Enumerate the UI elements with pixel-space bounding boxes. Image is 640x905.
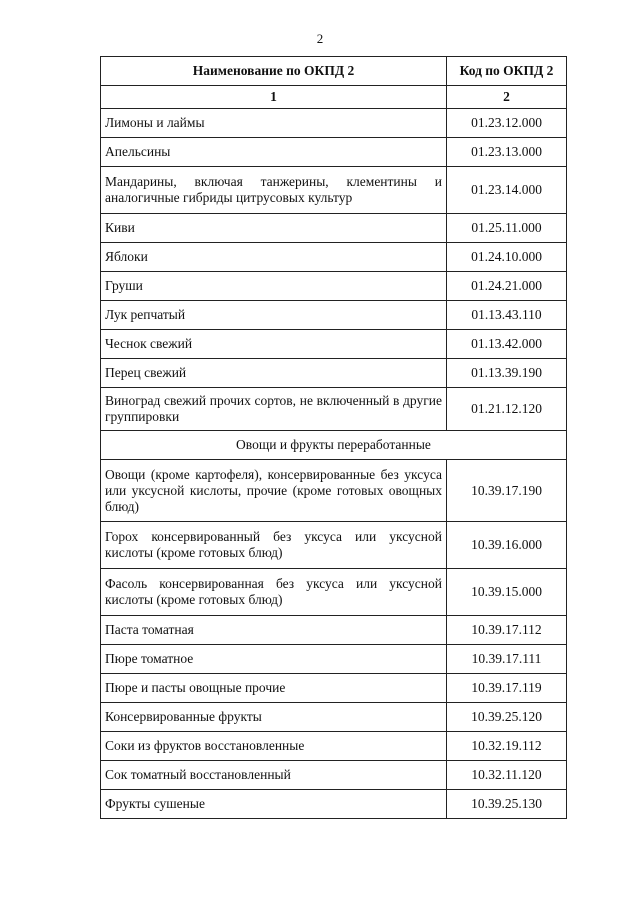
table-row bbox=[101, 359, 567, 388]
product-code: 01.23.14.000 bbox=[447, 167, 567, 214]
page-number: 2 bbox=[316, 31, 324, 46]
product-code: 01.23.13.000 bbox=[447, 138, 567, 167]
product-name: Виноград свежий прочих сортов, не включенный в другие группировки bbox=[101, 388, 447, 431]
column-number: 1 bbox=[101, 86, 447, 109]
table-row bbox=[101, 388, 567, 431]
product-name: Фасоль консервированная без уксуса или уксусной кислоты (кроме готовых блюд) bbox=[101, 569, 447, 616]
product-name: Апельсины bbox=[101, 138, 447, 167]
table-row bbox=[101, 330, 567, 359]
product-name: Чеснок свежий bbox=[101, 330, 447, 359]
product-name: Киви bbox=[101, 214, 447, 243]
table-row bbox=[101, 167, 567, 214]
product-code: 01.24.21.000 bbox=[447, 272, 567, 301]
product-name: Сок томатный восстановленный bbox=[101, 761, 447, 790]
product-name: Паста томатная bbox=[101, 616, 447, 645]
section-title: Овощи и фрукты переработанные bbox=[101, 431, 567, 460]
table-row bbox=[101, 569, 567, 616]
header-row bbox=[101, 57, 567, 86]
product-code: 10.39.15.000 bbox=[447, 569, 567, 616]
product-code: 01.13.43.110 bbox=[447, 301, 567, 330]
table-row bbox=[101, 645, 567, 674]
product-name: Лук репчатый bbox=[101, 301, 447, 330]
table-row bbox=[101, 243, 567, 272]
section-row bbox=[101, 431, 567, 460]
table-row bbox=[101, 616, 567, 645]
product-name: Соки из фруктов восстановленные bbox=[101, 732, 447, 761]
product-name: Консервированные фрукты bbox=[101, 703, 447, 732]
product-name: Пюре и пасты овощные прочие bbox=[101, 674, 447, 703]
product-code: 10.39.17.190 bbox=[447, 460, 567, 522]
table-row bbox=[101, 761, 567, 790]
table-row bbox=[101, 732, 567, 761]
product-name: Фрукты сушеные bbox=[101, 790, 447, 819]
column-number: 2 bbox=[447, 86, 567, 109]
product-code: 01.25.11.000 bbox=[447, 214, 567, 243]
header-name: Наименование по ОКПД 2 bbox=[101, 57, 447, 86]
product-name: Пюре томатное bbox=[101, 645, 447, 674]
product-code: 01.23.12.000 bbox=[447, 109, 567, 138]
product-name: Мандарины, включая танжерины, клементины и аналогичные гибриды цитрусовых культур bbox=[101, 167, 447, 214]
product-name: Лимоны и лаймы bbox=[101, 109, 447, 138]
product-code: 10.39.16.000 bbox=[447, 522, 567, 569]
table-row bbox=[101, 109, 567, 138]
product-code: 10.39.25.120 bbox=[447, 703, 567, 732]
product-code: 10.39.17.111 bbox=[447, 645, 567, 674]
table-row bbox=[101, 138, 567, 167]
product-name: Горох консервированный без уксуса или уксусной кислоты (кроме готовых блюд) bbox=[101, 522, 447, 569]
product-name: Перец свежий bbox=[101, 359, 447, 388]
product-name: Овощи (кроме картофеля), консервированные без уксуса или уксусной кислоты, прочие (кроме готовых овощных блюд) bbox=[101, 460, 447, 522]
table-row bbox=[101, 703, 567, 732]
column-number-row bbox=[101, 86, 567, 109]
table-row bbox=[101, 214, 567, 243]
product-code: 10.32.11.120 bbox=[447, 761, 567, 790]
product-code: 01.13.39.190 bbox=[447, 359, 567, 388]
product-name: Яблоки bbox=[101, 243, 447, 272]
product-code: 01.21.12.120 bbox=[447, 388, 567, 431]
product-name: Груши bbox=[101, 272, 447, 301]
product-code: 10.39.25.130 bbox=[447, 790, 567, 819]
okpd-table bbox=[100, 56, 567, 819]
table-row bbox=[101, 272, 567, 301]
table-row bbox=[101, 790, 567, 819]
product-code: 10.39.17.112 bbox=[447, 616, 567, 645]
product-code: 10.32.19.112 bbox=[447, 732, 567, 761]
table-row bbox=[101, 522, 567, 569]
table-row bbox=[101, 460, 567, 522]
table-row bbox=[101, 301, 567, 330]
product-code: 01.24.10.000 bbox=[447, 243, 567, 272]
table-row bbox=[101, 674, 567, 703]
product-code: 10.39.17.119 bbox=[447, 674, 567, 703]
header-code: Код по ОКПД 2 bbox=[447, 57, 567, 86]
product-code: 01.13.42.000 bbox=[447, 330, 567, 359]
